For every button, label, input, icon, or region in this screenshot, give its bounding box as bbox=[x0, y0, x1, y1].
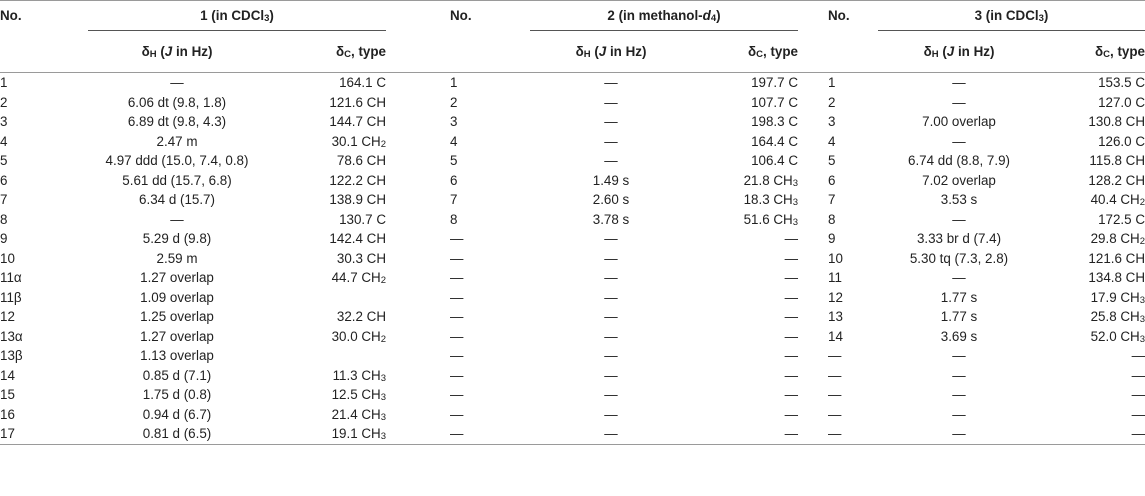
table-cell: — bbox=[952, 348, 966, 363]
table-cell: — bbox=[1131, 387, 1145, 402]
group-header-compound-2: 2 (in methanol-$d_4$) bbox=[530, 1, 798, 31]
table-cell: 5.61 dd (15.7, 6.8) bbox=[122, 172, 232, 188]
table-cell: 3.33 br d (7.4) bbox=[916, 231, 1002, 246]
table-cell: 1.75 d (0.8) bbox=[142, 387, 212, 402]
spacer-cell bbox=[386, 327, 450, 347]
table-cell: 12 bbox=[828, 289, 843, 305]
table-row bbox=[0, 327, 1145, 347]
subheader-blank-3 bbox=[798, 31, 878, 73]
subheader-dh-3: $\delta_H$ (J in Hz) bbox=[878, 31, 1040, 73]
table-cell: 138.9 CH bbox=[329, 192, 386, 207]
table-cell: — bbox=[784, 250, 798, 266]
table-cell: 3.53 s bbox=[940, 192, 978, 207]
table-row bbox=[0, 151, 1145, 171]
table-cell: — bbox=[604, 153, 618, 168]
spacer-header bbox=[386, 1, 450, 31]
table-cell: 153.5 C bbox=[1098, 75, 1145, 90]
table-cell: 15 bbox=[0, 387, 15, 402]
table-cell: — bbox=[784, 367, 798, 383]
table-row bbox=[0, 424, 1145, 444]
spacer-cell bbox=[386, 268, 450, 288]
table-cell: — bbox=[170, 211, 184, 227]
table-cell: 2 bbox=[0, 94, 8, 110]
table-cell: — bbox=[1131, 348, 1145, 363]
table-cell: 7 bbox=[450, 192, 458, 207]
table-cell: 4 bbox=[0, 133, 8, 149]
table-row bbox=[0, 210, 1145, 230]
table-cell: 7.00 overlap bbox=[922, 114, 996, 129]
table-cell: 1.27 overlap bbox=[140, 270, 214, 285]
subheader-dc-2: $\delta_C$, type bbox=[692, 31, 798, 73]
table-cell: 13α bbox=[0, 328, 23, 344]
table-cell: — bbox=[450, 348, 464, 363]
group-header-compound-3: 3 (in CDCl$_3$) bbox=[878, 1, 1145, 31]
table-cell: 6 bbox=[0, 172, 8, 188]
table-cell: 51.6 $CH_3$ bbox=[743, 211, 798, 228]
table-cell: 1.09 overlap bbox=[140, 289, 214, 305]
table-cell: 126.0 C bbox=[1098, 133, 1145, 149]
table-cell: — bbox=[450, 231, 464, 246]
table-cell: — bbox=[450, 406, 464, 422]
table-cell: 3 bbox=[828, 114, 836, 129]
table-cell: — bbox=[1131, 367, 1145, 383]
table-cell: 17.9 $CH_3$ bbox=[1090, 289, 1145, 306]
table-cell: — bbox=[604, 94, 618, 110]
table-cell: 10 bbox=[828, 250, 843, 266]
table-cell: — bbox=[784, 348, 798, 363]
table-cell: 52.0 $CH_3$ bbox=[1090, 328, 1145, 345]
subheader-dh-1: $\delta_H$ (J in Hz) bbox=[88, 31, 266, 73]
table-cell: 9 bbox=[0, 231, 8, 246]
subheader-blank-sp bbox=[386, 31, 450, 73]
table-cell: — bbox=[828, 367, 842, 383]
spacer-cell bbox=[386, 366, 450, 386]
table-cell: — bbox=[952, 94, 966, 110]
table-cell: — bbox=[784, 406, 798, 422]
table-cell: 2 bbox=[828, 94, 836, 110]
table-cell: — bbox=[604, 328, 618, 344]
spacer-cell bbox=[386, 151, 450, 171]
table-cell: 134.8 CH bbox=[1088, 270, 1145, 285]
table-cell: 2 bbox=[450, 94, 458, 110]
table-cell: — bbox=[828, 406, 842, 422]
table-cell: 197.7 C bbox=[751, 75, 798, 90]
table-cell: — bbox=[450, 387, 464, 402]
table-cell bbox=[266, 288, 386, 308]
table-cell: 5 bbox=[828, 153, 836, 168]
table-row bbox=[0, 229, 1145, 249]
table-cell: 6 bbox=[828, 172, 836, 188]
table-cell: — bbox=[450, 250, 464, 266]
table-cell: — bbox=[450, 424, 530, 444]
table-cell: 121.6 CH bbox=[329, 94, 386, 110]
spacer-cell bbox=[386, 210, 450, 230]
subheader-blank-1 bbox=[0, 31, 88, 73]
table-cell: 3 bbox=[0, 114, 8, 129]
spacer-cell bbox=[386, 385, 450, 405]
table-cell: 1 bbox=[450, 75, 458, 90]
column-header-no-1: No. bbox=[0, 1, 88, 31]
table-cell: 11α bbox=[0, 270, 22, 285]
table-cell: — bbox=[784, 309, 798, 324]
table-cell: 5.29 d (9.8) bbox=[142, 231, 212, 246]
table-cell: — bbox=[952, 270, 966, 285]
table-cell: — bbox=[604, 270, 618, 285]
column-header-no-3: No. bbox=[798, 1, 878, 31]
subheader-blank-2 bbox=[450, 31, 530, 73]
subheader-dc-3: $\delta_C$, type bbox=[1040, 31, 1145, 73]
table-cell: — bbox=[604, 387, 618, 402]
table-cell: 1 bbox=[828, 75, 836, 90]
table-cell: 164.4 C bbox=[751, 133, 798, 149]
table-cell: 21.8 $CH_3$ bbox=[743, 172, 798, 189]
table-cell: — bbox=[530, 424, 692, 444]
column-header-no-2: No. bbox=[450, 1, 530, 31]
table-cell: 4 bbox=[450, 133, 458, 149]
table-cell: — bbox=[952, 367, 966, 383]
table-cell: 121.6 CH bbox=[1088, 250, 1145, 266]
table-cell: — bbox=[450, 309, 464, 324]
table-cell: 144.7 CH bbox=[329, 114, 386, 129]
table-cell: 4 bbox=[828, 133, 836, 149]
table-cell: 14 bbox=[828, 328, 843, 344]
table-row bbox=[0, 132, 1145, 152]
table-cell: 4.97 ddd (15.0, 7.4, 0.8) bbox=[105, 153, 249, 168]
table-cell: 18.3 $CH_3$ bbox=[743, 192, 798, 208]
table-cell: 106.4 C bbox=[751, 153, 798, 168]
table-cell: 115.8 CH bbox=[1089, 153, 1145, 168]
table-cell: 7 bbox=[0, 192, 8, 207]
table-cell: 1.25 overlap bbox=[140, 309, 214, 324]
table-cell: — bbox=[798, 424, 878, 444]
spacer-cell bbox=[386, 307, 450, 327]
subheader-dh-2: $\delta_H$ (J in Hz) bbox=[530, 31, 692, 73]
group-header-compound-1: 1 (in CDCl$_3$) bbox=[88, 1, 386, 31]
table-cell: 1.77 s bbox=[940, 289, 978, 305]
table-cell: 6.34 d (15.7) bbox=[139, 192, 215, 207]
table-cell: 1.49 s bbox=[592, 172, 630, 188]
table-row bbox=[0, 307, 1145, 327]
table-cell: 40.4 $CH_2$ bbox=[1090, 192, 1145, 208]
table-row bbox=[0, 288, 1145, 308]
table-cell: 128.2 CH bbox=[1088, 172, 1145, 188]
table-cell: 0.94 d (6.7) bbox=[142, 406, 212, 422]
spacer-cell bbox=[386, 190, 450, 210]
spacer-cell bbox=[386, 93, 450, 113]
spacer-cell bbox=[386, 171, 450, 191]
table-cell: 13β bbox=[0, 348, 23, 363]
table-cell bbox=[266, 346, 386, 366]
spacer-cell bbox=[386, 73, 450, 93]
spacer-cell bbox=[386, 405, 450, 425]
table-cell: 44.7 $CH_2$ bbox=[331, 270, 386, 286]
table-cell: — bbox=[828, 387, 842, 402]
spacer-cell bbox=[386, 346, 450, 366]
table-cell: 6.06 dt (9.8, 1.8) bbox=[127, 94, 227, 110]
spacer-cell bbox=[386, 249, 450, 269]
table-cell: 32.2 CH bbox=[336, 309, 386, 324]
table-cell: 25.8 $CH_3$ bbox=[1090, 309, 1145, 325]
table-cell: 6 bbox=[450, 172, 458, 188]
table-row bbox=[0, 405, 1145, 425]
table-cell: 3.69 s bbox=[940, 328, 978, 344]
table-cell: 130.8 CH bbox=[1088, 114, 1145, 129]
spacer-cell bbox=[386, 112, 450, 132]
table-cell: — bbox=[784, 387, 798, 402]
table-cell: — bbox=[784, 289, 798, 305]
table-cell: — bbox=[450, 270, 464, 285]
table-cell: — bbox=[952, 387, 966, 402]
table-cell: — bbox=[604, 367, 618, 383]
table-cell: — bbox=[604, 250, 618, 266]
table-row bbox=[0, 385, 1145, 405]
table-row bbox=[0, 268, 1145, 288]
table-cell: 3 bbox=[450, 114, 458, 129]
table-cell: 6.74 dd (8.8, 7.9) bbox=[908, 153, 1010, 168]
table-cell: 30.0 $CH_2$ bbox=[331, 328, 386, 345]
table-cell: — bbox=[1040, 424, 1145, 444]
table-cell: 17 bbox=[0, 424, 88, 444]
table-cell: — bbox=[828, 348, 842, 363]
spacer-cell bbox=[386, 229, 450, 249]
table-cell: 0.85 d (7.1) bbox=[142, 367, 212, 383]
table-cell: 30.3 CH bbox=[336, 250, 386, 266]
spacer-cell bbox=[386, 424, 450, 444]
table-cell: — bbox=[604, 133, 618, 149]
table-cell: 1.27 overlap bbox=[140, 328, 214, 344]
table-cell: — bbox=[952, 211, 966, 227]
table-cell: — bbox=[604, 231, 618, 246]
table-cell: 14 bbox=[0, 367, 15, 383]
table-cell: 11β bbox=[0, 289, 22, 305]
table-cell: — bbox=[604, 309, 618, 324]
spacer-cell bbox=[386, 132, 450, 152]
table-row bbox=[0, 249, 1145, 269]
subheader-dc-1: $\delta_C$, type bbox=[266, 31, 386, 73]
table-cell: — bbox=[784, 270, 798, 285]
table-cell: 1.77 s bbox=[940, 309, 978, 324]
table-cell: 5 bbox=[450, 153, 458, 168]
table-cell: — bbox=[450, 289, 464, 305]
table-cell: 198.3 C bbox=[751, 114, 798, 129]
table-cell: 107.7 C bbox=[751, 94, 798, 110]
table-cell: — bbox=[450, 367, 464, 383]
table-cell: 142.4 CH bbox=[329, 231, 386, 246]
table-cell: 3.78 s bbox=[592, 211, 630, 227]
table-row bbox=[0, 73, 1145, 93]
table-cell: 13 bbox=[828, 309, 843, 324]
table-cell: 16 bbox=[0, 406, 15, 422]
table-row bbox=[0, 346, 1145, 366]
table-cell: 8 bbox=[450, 211, 458, 227]
table-cell: 30.1 $CH_2$ bbox=[331, 133, 386, 150]
table-row bbox=[0, 171, 1145, 191]
table-cell: 21.4 $CH_3$ bbox=[331, 406, 386, 423]
table-cell: — bbox=[952, 75, 966, 90]
table-cell: 2.47 m bbox=[156, 133, 198, 149]
spacer-cell bbox=[386, 288, 450, 308]
table-cell: 2.60 s bbox=[592, 192, 630, 207]
table-cell: 172.5 C bbox=[1098, 211, 1145, 227]
table-cell: — bbox=[878, 424, 1040, 444]
table-row bbox=[0, 366, 1145, 386]
table-cell: — bbox=[784, 231, 798, 246]
table-cell: 8 bbox=[0, 211, 8, 227]
table-cell: 78.6 CH bbox=[336, 153, 386, 168]
table-cell: — bbox=[1131, 406, 1145, 422]
table-cell: 11 bbox=[828, 270, 842, 285]
table-cell: 127.0 C bbox=[1098, 94, 1145, 110]
table-cell: — bbox=[952, 406, 966, 422]
table-cell: — bbox=[450, 328, 464, 344]
table-cell: 29.8 $CH_2$ bbox=[1090, 231, 1145, 247]
table-cell: 5.30 tq (7.3, 2.8) bbox=[909, 250, 1009, 266]
table-body bbox=[0, 73, 1145, 445]
table-cell: — bbox=[784, 328, 798, 344]
table-cell: — bbox=[604, 289, 618, 305]
table-cell: 122.2 CH bbox=[329, 172, 386, 188]
table-cell: 6.89 dt (9.8, 4.3) bbox=[127, 114, 227, 129]
table-cell: 11.3 $CH_3$ bbox=[332, 367, 386, 384]
table-cell: 1 bbox=[0, 75, 8, 90]
table-cell: 7.02 overlap bbox=[922, 172, 996, 188]
table-cell: 19.1 $CH_3$ bbox=[266, 424, 386, 444]
table-row bbox=[0, 190, 1145, 210]
table-cell: — bbox=[604, 406, 618, 422]
table-cell: 8 bbox=[828, 211, 836, 227]
table-cell: 1.13 overlap bbox=[140, 348, 214, 363]
table-cell: — bbox=[170, 75, 184, 90]
table-cell: 2.59 m bbox=[156, 250, 198, 266]
table-cell: — bbox=[604, 114, 618, 129]
table-cell: — bbox=[952, 133, 966, 149]
table-cell: 7 bbox=[828, 192, 836, 207]
table-cell: — bbox=[604, 75, 618, 90]
table-cell: 12.5 $CH_3$ bbox=[331, 387, 386, 403]
table-cell: 12 bbox=[0, 309, 15, 324]
table-cell: 9 bbox=[828, 231, 836, 246]
table-cell: 10 bbox=[0, 250, 15, 266]
table-cell: — bbox=[604, 348, 618, 363]
table-cell: 164.1 C bbox=[339, 75, 386, 90]
table-row bbox=[0, 93, 1145, 113]
table-row bbox=[0, 112, 1145, 132]
table-cell: 5 bbox=[0, 153, 8, 168]
table-cell: — bbox=[692, 424, 798, 444]
table-cell: 130.7 C bbox=[339, 211, 386, 227]
table-header bbox=[0, 1, 1145, 73]
table-cell: 0.81 d (6.5) bbox=[88, 424, 266, 444]
